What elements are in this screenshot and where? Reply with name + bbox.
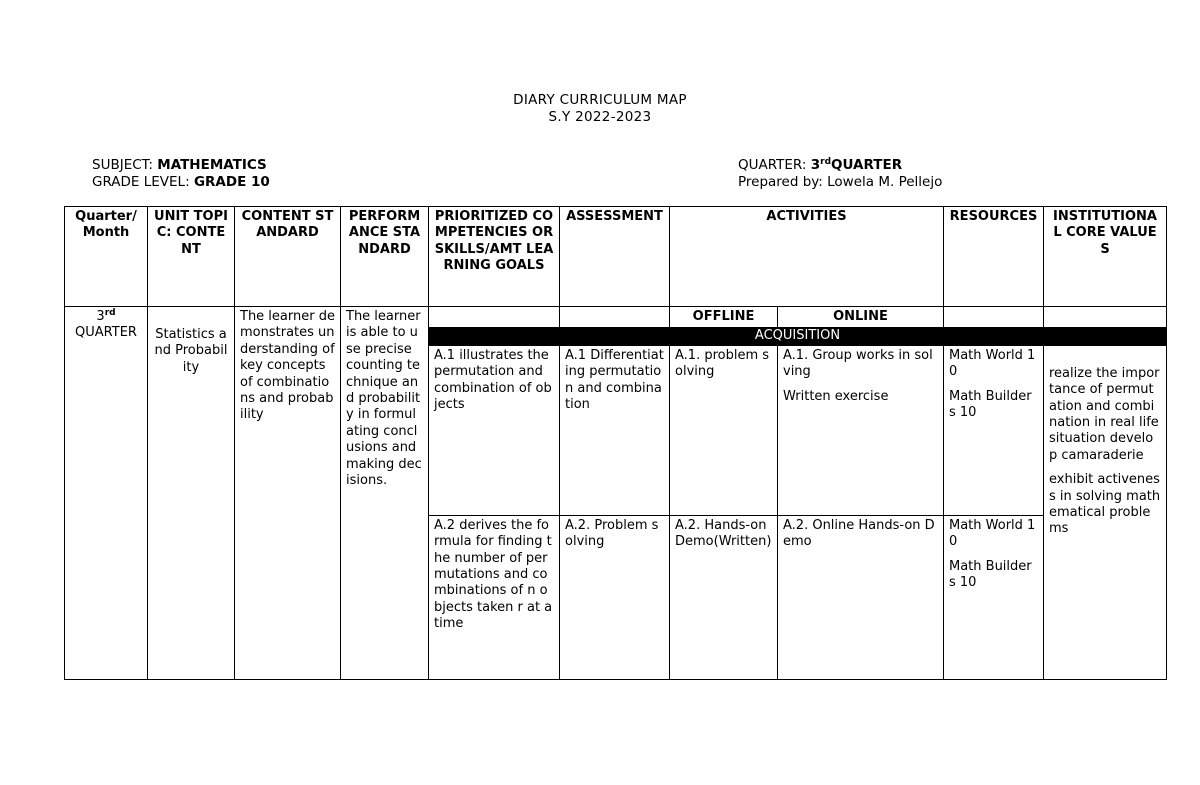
col-unit: UNIT TOPIC: CONTENT xyxy=(148,207,235,307)
resource-1-b: Math Builders 10 xyxy=(949,388,1032,421)
school-year: S.Y 2022-2023 xyxy=(548,109,652,125)
subject-line xyxy=(92,157,270,174)
col-content-standard: CONTENT STANDARD xyxy=(235,207,341,307)
row-quarter-text: QUARTER xyxy=(75,325,137,341)
resource-2-a: Math World 10 xyxy=(949,517,1036,550)
row-quarter-sup: rd xyxy=(104,308,116,318)
resources-blank xyxy=(944,307,1044,328)
subject-grade-block xyxy=(92,157,270,191)
values-cell xyxy=(1044,345,1167,679)
col-values: INSTITUTIONAL CORE VALUES xyxy=(1044,207,1167,307)
col-quarter: Quarter/ Month xyxy=(65,207,148,307)
values-text-1: realize the importance of permutation and combination in real life situation develop camaraderie xyxy=(1049,365,1160,463)
offline-2: A.2. Hands-on Demo(Written) xyxy=(670,515,778,679)
competency-blank xyxy=(429,307,560,328)
online-2: A.2. Online Hands-on Demo xyxy=(778,515,944,679)
quarter-line xyxy=(738,157,942,174)
document-title: DIARY CURRICULUM MAP xyxy=(513,92,687,108)
curriculum-map-table xyxy=(64,206,1167,680)
online-1 xyxy=(778,345,944,515)
header-row xyxy=(65,207,1167,307)
col-resources: RESOURCES xyxy=(944,207,1044,307)
quarter-prepared-block xyxy=(738,157,942,191)
offline-1: A.1. problem solving xyxy=(670,345,778,515)
unit-cell: Statistics and Probability xyxy=(148,307,235,680)
online-header: ONLINE xyxy=(778,307,944,328)
quarter-num: 3 xyxy=(810,157,821,173)
col-competencies: PRIORITIZED COMPETENCIES OR SKILLS/AMT LEARNING GOALS xyxy=(429,207,560,307)
quarter-cell xyxy=(65,307,148,680)
online-1-a: A.1. Group works in solving xyxy=(783,347,933,380)
resources-1 xyxy=(944,345,1044,515)
quarter-value: QUARTER xyxy=(831,157,903,173)
resource-2-b: Math Builders 10 xyxy=(949,558,1032,591)
subject-label: SUBJECT: xyxy=(92,157,158,173)
resource-1-a: Math World 10 xyxy=(949,347,1036,380)
assessment-1: A.1 Differentiating permutation and combination xyxy=(560,345,670,515)
content-standard-cell: The learner demonstrates understanding of key concepts of combinations and probability xyxy=(235,307,341,680)
online-1-b: Written exercise xyxy=(783,388,889,404)
prepared-by: Prepared by: Lowela M. Pellejo xyxy=(738,174,943,190)
quarter-label: QUARTER: xyxy=(738,157,811,173)
values-blank xyxy=(1044,307,1167,328)
competency-2: A.2 derives the formula for finding the number of permutations and combinations of n objects taken r at a time xyxy=(429,515,560,679)
row-quarter-num: 3 xyxy=(96,309,105,324)
quarter-sup: rd xyxy=(820,157,832,167)
grade-line xyxy=(92,174,270,191)
assessment-blank xyxy=(560,307,670,328)
acquisition-banner: ACQUISITION xyxy=(429,328,1167,345)
col-activities: ACTIVITIES xyxy=(670,207,944,307)
offline-header: OFFLINE xyxy=(670,307,778,328)
subject-value: MATHEMATICS xyxy=(157,157,267,173)
resources-2 xyxy=(944,515,1044,679)
values-text-2: exhibit activeness in solving mathematical problems xyxy=(1049,472,1161,537)
grade-value: GRADE 10 xyxy=(193,174,270,190)
col-performance-standard: PERFORMANCE STANDARD xyxy=(341,207,429,307)
performance-standard-cell: The learner is able to use precise counting technique and probability in formulating conclusions and making decisions. xyxy=(341,307,429,680)
subheader-row xyxy=(65,307,1167,328)
competency-1: A.1 illustrates the permutation and combination of objects xyxy=(429,345,560,515)
grade-label: GRADE LEVEL: xyxy=(92,174,194,190)
assessment-2: A.2. Problem solving xyxy=(560,515,670,679)
col-assessment: ASSESSMENT xyxy=(560,207,670,307)
